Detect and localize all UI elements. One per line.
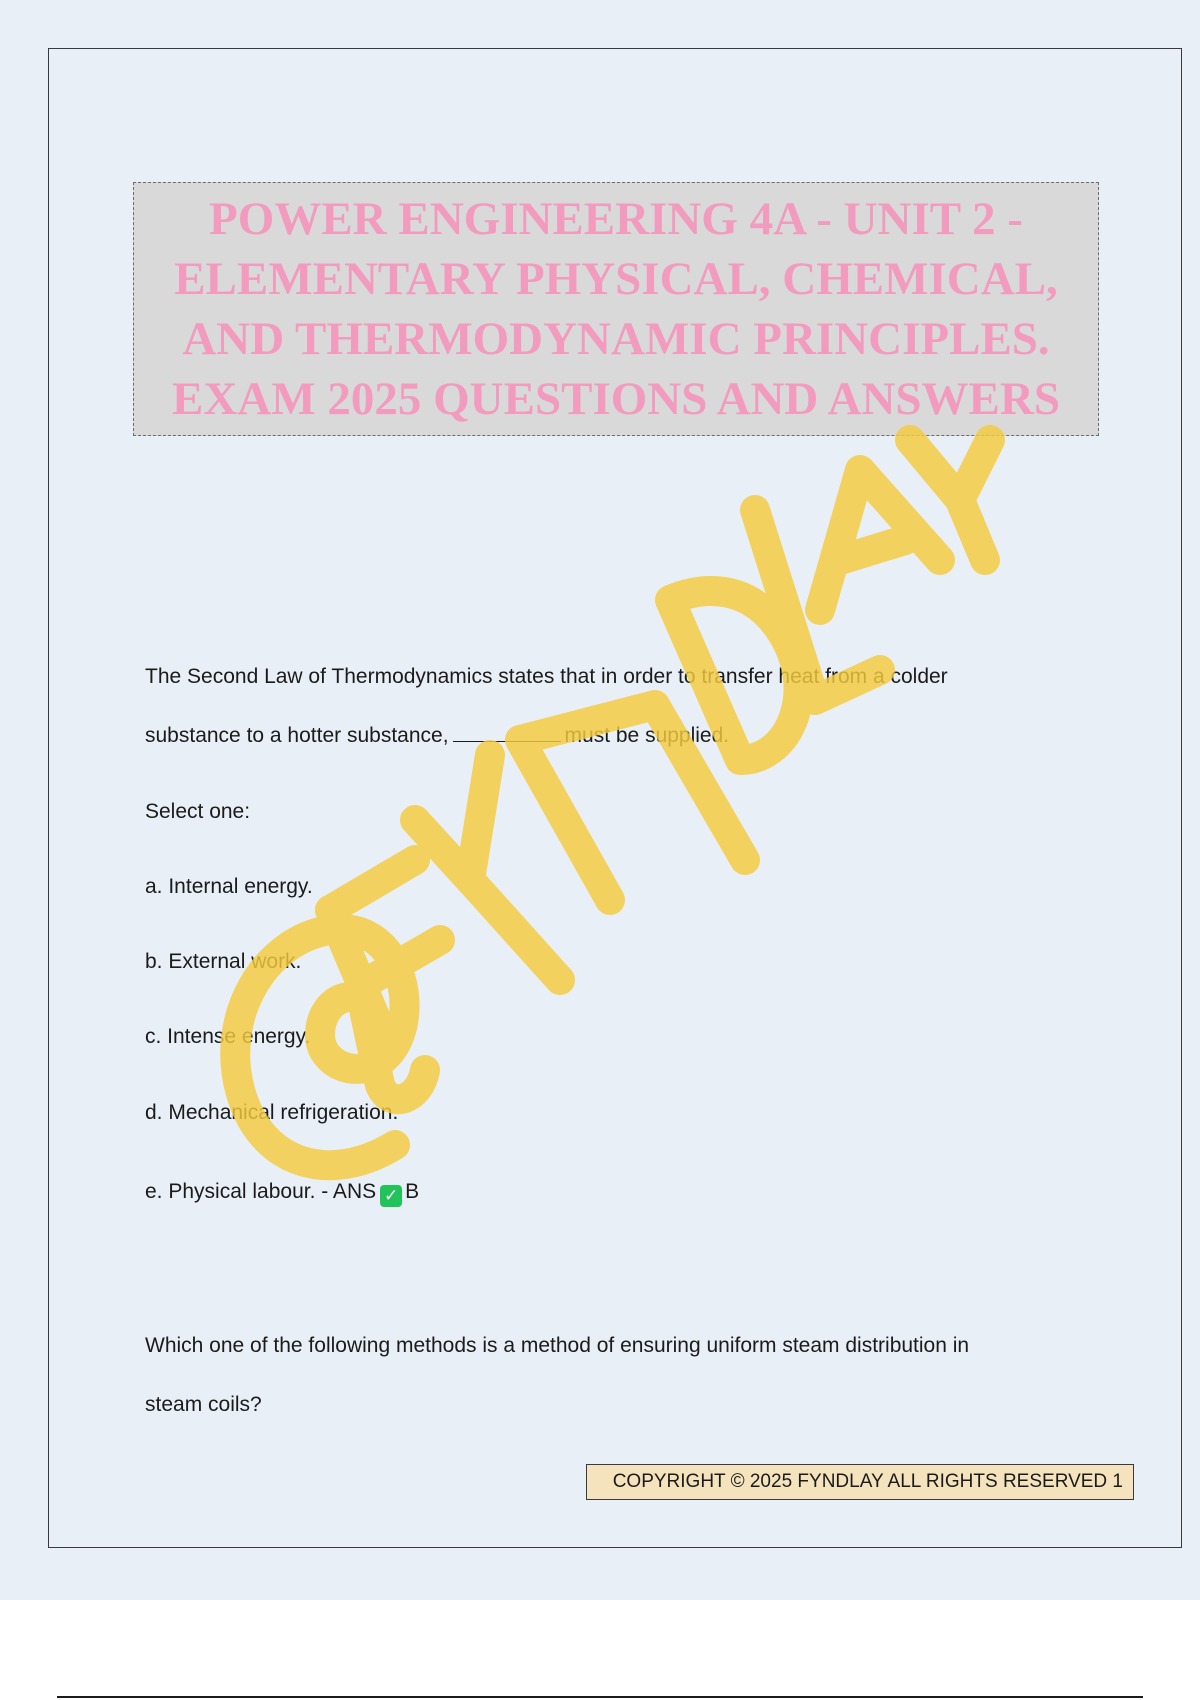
question-2-line-2: steam coils?	[145, 1393, 262, 1416]
select-one-prompt: Select one:	[145, 800, 251, 823]
copyright-footer	[586, 1464, 1134, 1500]
question-1-line-2-before: substance to a hotter substance,	[145, 724, 449, 747]
title-box	[133, 182, 1099, 436]
option-b: b. External work.	[145, 950, 302, 973]
option-d: d. Mechanical refrigeration.	[145, 1101, 399, 1124]
title-line-3: AND THERMODYNAMIC PRINCIPLES.	[182, 313, 1050, 365]
option-a: a. Internal energy.	[145, 875, 313, 898]
answer-value: B	[405, 1180, 420, 1203]
option-c: c. Intense energy.	[145, 1025, 311, 1048]
question-1-line-2	[145, 722, 729, 750]
question-1-line-1: The Second Law of Thermodynamics states that in order to transfer heat from a colder	[145, 665, 948, 688]
fill-in-blank	[453, 723, 561, 742]
title-line-1: POWER ENGINEERING 4A - UNIT 2 -	[209, 193, 1023, 245]
option-e: e. Physical labour. - ANS	[145, 1180, 377, 1203]
copyright-text: COPYRIGHT © 2025 FYNDLAY ALL RIGHTS RESERVED 1	[612, 1471, 1123, 1492]
question-2-line-1: Which one of the following methods is a method of ensuring uniform steam distribution in	[145, 1334, 970, 1357]
bottom-divider	[57, 1696, 1143, 1698]
question-1-line-2-after: must be supplied.	[564, 724, 730, 747]
title-line-4: EXAM 2025 QUESTIONS AND ANSWERS	[172, 373, 1060, 425]
check-mark-icon: ✓	[380, 1185, 402, 1207]
title-line-2: ELEMENTARY PHYSICAL, CHEMICAL,	[174, 253, 1058, 305]
option-e-with-answer	[145, 1178, 419, 1207]
